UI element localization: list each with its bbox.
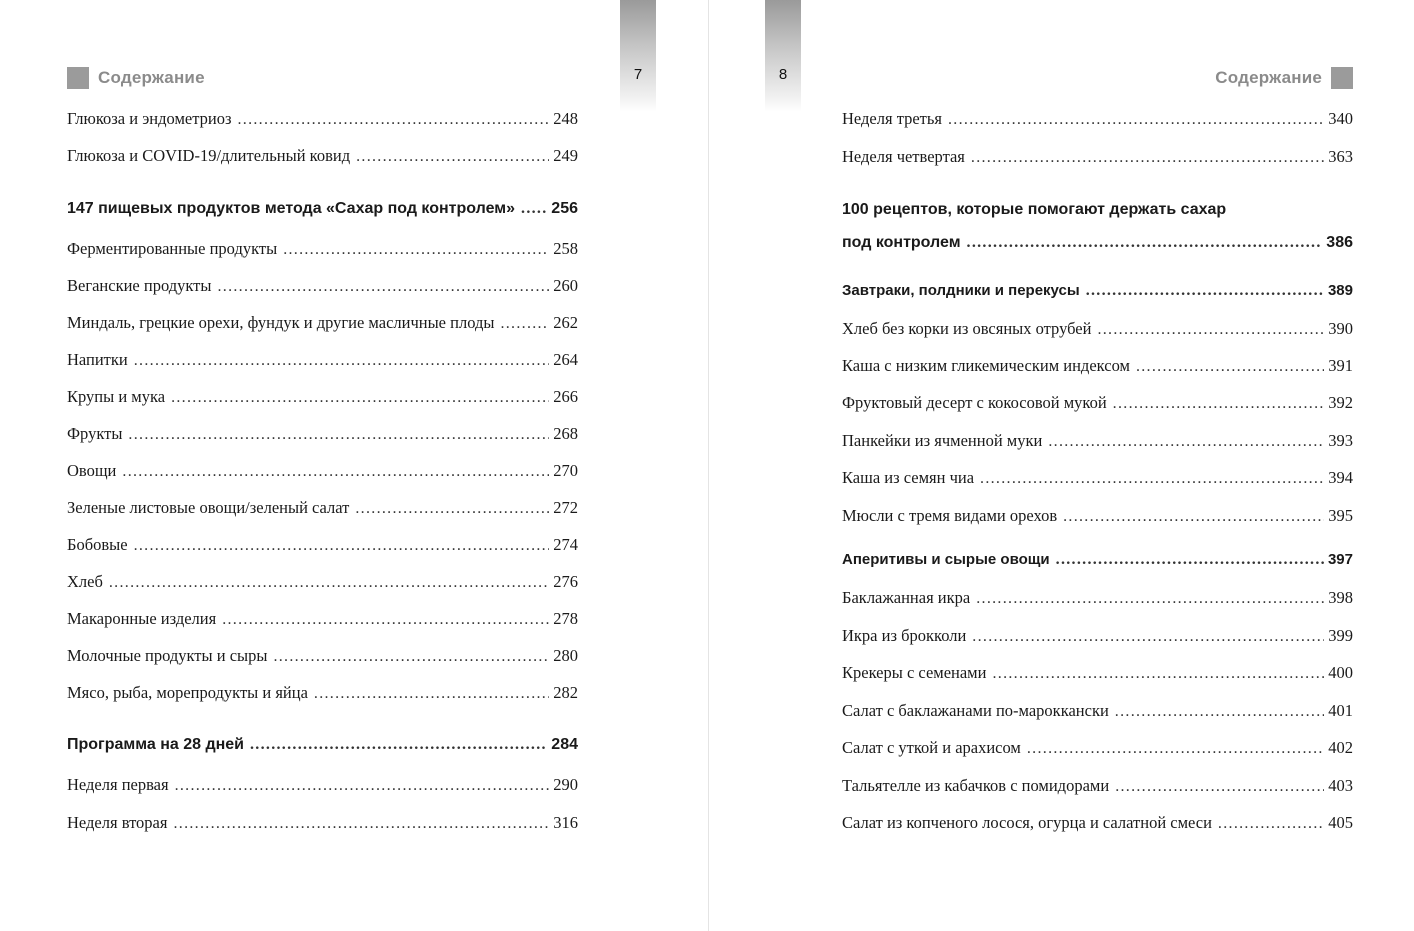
- toc-entry[interactable]: Мюсли с тремя видами орехов ..... 395: [842, 506, 1353, 526]
- toc-entry[interactable]: Панкейки из ячменной муки ..... 393: [842, 431, 1353, 451]
- header-square-icon: [1331, 67, 1353, 89]
- toc-entry[interactable]: Зеленые листовые овощи/зеленый салат ..... 272: [67, 498, 578, 518]
- left-header-title: Содержание: [98, 68, 205, 87]
- left-page-header: [67, 67, 205, 89]
- toc-section-heading[interactable]: Программа на 28 дней ..... 284: [67, 736, 578, 754]
- toc-section-heading[interactable]: под контролем ..... 386: [842, 234, 1353, 252]
- toc-section-heading-line1[interactable]: 100 рецептов, которые помогают держать сахар: [842, 201, 1227, 218]
- toc-entry[interactable]: Овощи ..... 270: [67, 461, 578, 481]
- toc-entry[interactable]: Неделя третья ..... 340: [842, 109, 1353, 129]
- toc-entry[interactable]: Каша из семян чиа ..... 394: [842, 468, 1353, 488]
- toc-entry[interactable]: Напитки ..... 264: [67, 350, 578, 370]
- toc-entry[interactable]: Салат с баклажанами по-мароккански ..... 401: [842, 701, 1353, 721]
- toc-entry[interactable]: Крекеры с семенами ..... 400: [842, 663, 1353, 683]
- right-page-tab: [765, 0, 801, 112]
- toc-entry[interactable]: Каша с низким гликемическим индексом ..... 391: [842, 356, 1353, 376]
- toc-entry[interactable]: Бобовые ..... 274: [67, 535, 578, 555]
- toc-subsection-heading[interactable]: Завтраки, полдники и перекусы ..... 389: [842, 282, 1353, 300]
- toc-subsection-heading[interactable]: Аперитивы и сырые овощи ..... 397: [842, 551, 1353, 569]
- toc-entry[interactable]: Хлеб ..... 276: [67, 572, 578, 592]
- toc-entry[interactable]: Макаронные изделия ..... 278: [67, 609, 578, 629]
- right-page-number: 8: [778, 66, 788, 83]
- toc-entry[interactable]: Салат с уткой и арахисом ..... 402: [842, 738, 1353, 758]
- toc-entry[interactable]: Ферментированные продукты ..... 258: [67, 239, 578, 259]
- toc-entry[interactable]: Баклажанная икра ..... 398: [842, 588, 1353, 608]
- toc-entry[interactable]: Неделя первая ..... 290: [67, 775, 578, 795]
- right-page-header: [1215, 67, 1353, 89]
- right-header-title: Содержание: [1215, 68, 1322, 87]
- toc-entry[interactable]: Крупы и мука ..... 266: [67, 387, 578, 407]
- toc-entry[interactable]: Неделя четвертая ..... 363: [842, 147, 1353, 167]
- left-page-tab: [620, 0, 656, 112]
- toc-entry[interactable]: Салат из копченого лосося, огурца и салатной смеси ..... 405: [842, 813, 1353, 833]
- toc-entry[interactable]: Тальятелле из кабачков с помидорами ..... 403: [842, 776, 1353, 796]
- toc-entry[interactable]: Глюкоза и эндометриоз ..... 248: [67, 109, 578, 129]
- header-square-icon: [67, 67, 89, 89]
- right-page: [709, 0, 1414, 931]
- toc-entry[interactable]: Хлеб без корки из овсяных отрубей ..... 390: [842, 319, 1353, 339]
- toc-entry[interactable]: Молочные продукты и сыры ..... 280: [67, 646, 578, 666]
- toc-entry[interactable]: Веганские продукты ..... 260: [67, 276, 578, 296]
- toc-entry[interactable]: Икра из брокколи ..... 399: [842, 626, 1353, 646]
- toc-entry[interactable]: Мясо, рыба, морепродукты и яйца ..... 282: [67, 683, 578, 703]
- toc-entry[interactable]: Миндаль, грецкие орехи, фундук и другие масличные плоды ..... 262: [67, 313, 578, 333]
- toc-entry[interactable]: Глюкоза и COVID-19/длительный ковид ..... 249: [67, 146, 578, 166]
- toc-entry[interactable]: Фруктовый десерт с кокосовой мукой ..... 392: [842, 393, 1353, 413]
- toc-entry[interactable]: Фрукты ..... 268: [67, 424, 578, 444]
- toc-section-heading[interactable]: 147 пищевых продуктов метода «Сахар под контролем» ..... 256: [67, 200, 578, 218]
- left-page-number: 7: [633, 66, 643, 83]
- toc-entry[interactable]: Неделя вторая ..... 316: [67, 813, 578, 833]
